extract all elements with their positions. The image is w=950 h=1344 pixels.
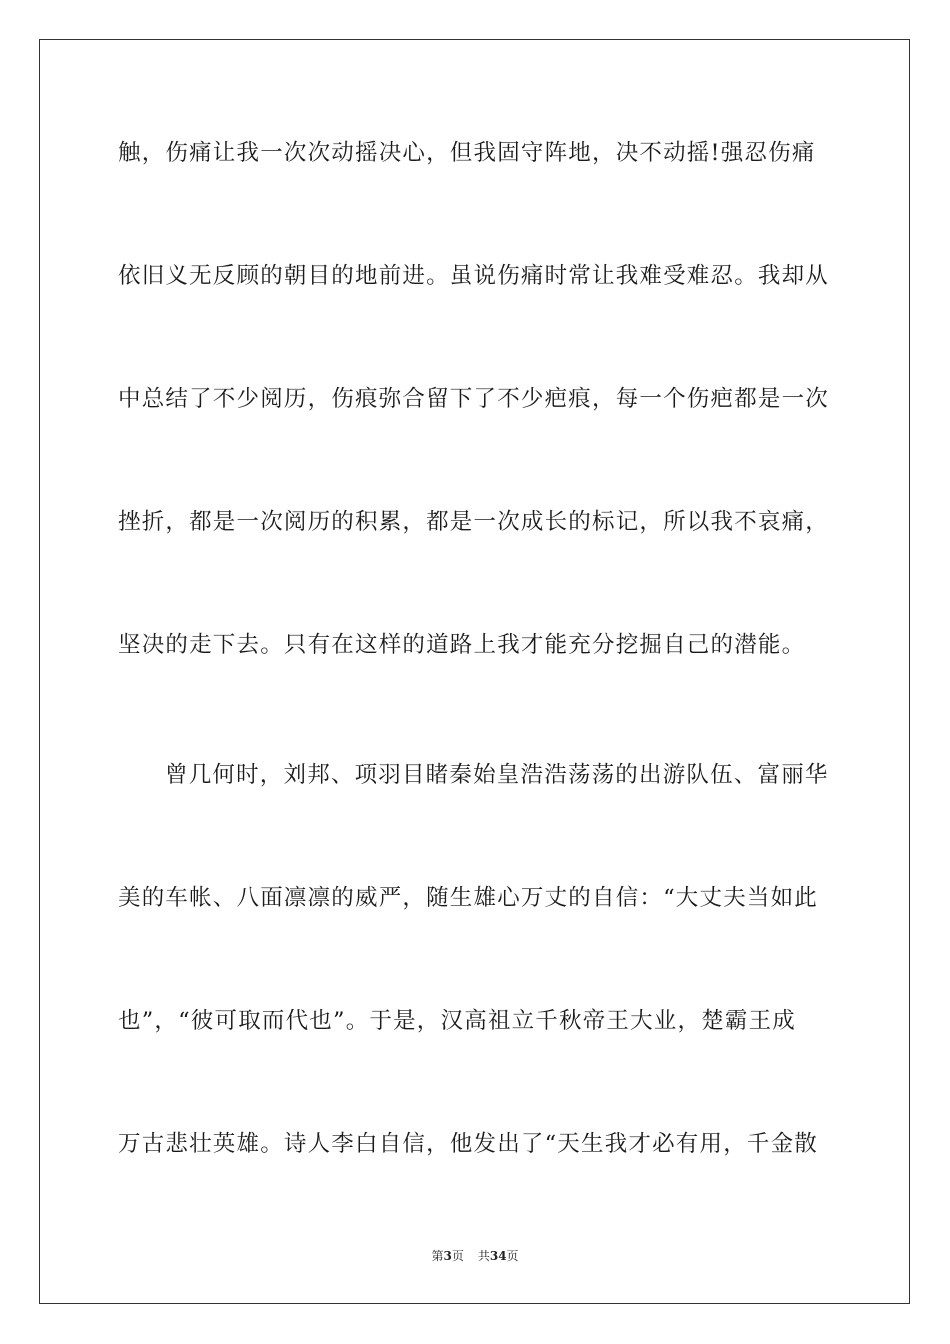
text-line-5: 坚决的走下去。只有在这样的道路上我才能充分挖掘自己的潜能。 xyxy=(118,632,806,658)
total-pages: 34 xyxy=(489,1249,507,1263)
text-line-8: 也”，“彼可取而代也”。于是，汉高祖立千秋帝王大业，楚霸王成 xyxy=(118,1008,797,1034)
page-prefix: 第 xyxy=(431,1249,444,1263)
page-suffix: 页 xyxy=(451,1249,464,1263)
text-line-3: 中总结了不少阅历，伤痕弥合留下了不少疤痕，每一个伤疤都是一次 xyxy=(118,386,830,412)
text-line-1: 触，伤痛让我一次次动摇决心，但我固守阵地，决不动摇!强忍伤痛 xyxy=(118,140,816,166)
text-line-6: 曾几何时，刘邦、项羽目睹秦始皇浩浩荡荡的出游队伍、富丽华 xyxy=(165,762,829,788)
page-footer xyxy=(0,1248,950,1264)
page-number: 3 xyxy=(443,1249,452,1263)
text-line-2: 依旧义无反顾的朝目的地前进。虽说伤痛时常让我难受难忍。我却从 xyxy=(118,263,830,289)
text-line-9: 万古悲壮英雄。诗人李白自信，他发出了“天生我才必有用，千金散 xyxy=(118,1131,819,1157)
text-line-4: 挫折，都是一次阅历的积累，都是一次成长的标记，所以我不哀痛， xyxy=(118,509,830,535)
page-border xyxy=(39,39,910,1304)
text-line-7: 美的车帐、八面凛凛的威严，随生雄心万丈的自信：“大丈夫当如此 xyxy=(118,885,819,911)
total-suffix: 页 xyxy=(506,1249,519,1263)
total-prefix: 共 xyxy=(477,1249,490,1263)
